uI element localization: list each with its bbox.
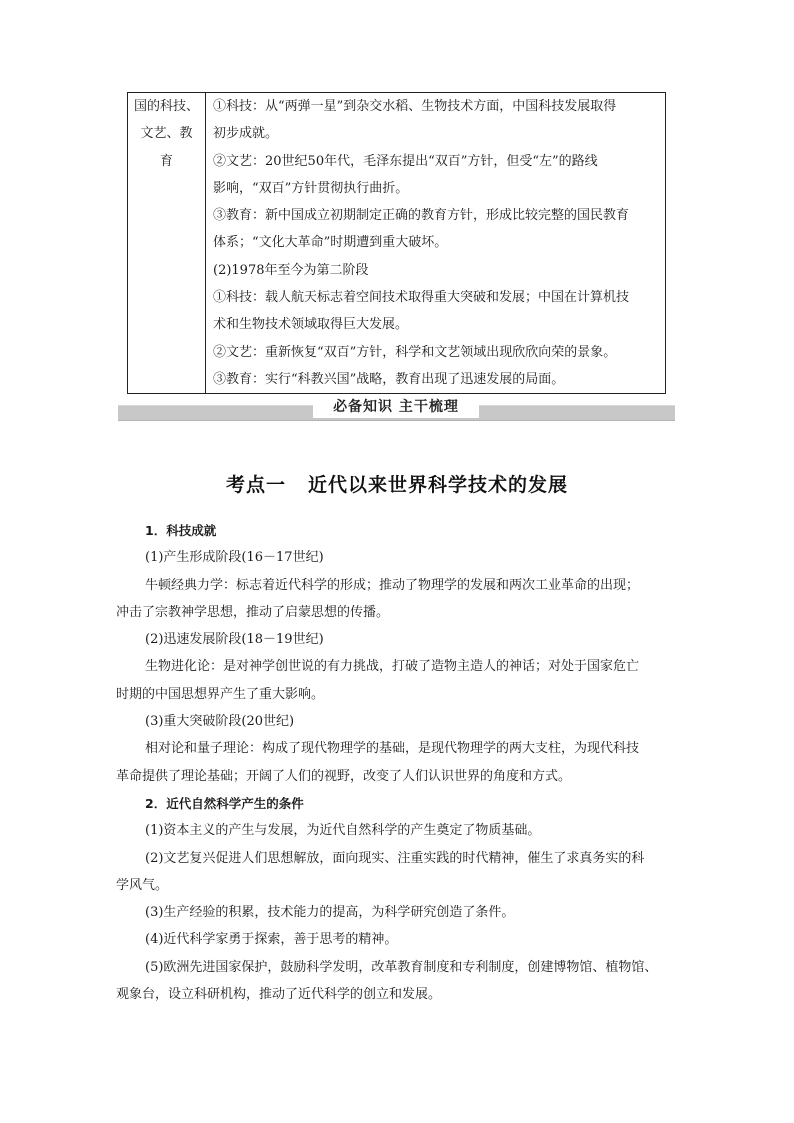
topic-line: 育 (159, 153, 173, 169)
topic-line: 国的科技、 (133, 99, 199, 114)
detail-cell (206, 93, 666, 394)
detail-line: ③教育：新中国成立初期制定正确的教育方针，形成比较完整的国民教育 (213, 208, 630, 224)
list-item: (2)文艺复兴促进人们思想解放，面向现实、注重实践的时代精神，催生了求真务实的科 (145, 850, 645, 866)
subheading: (1)产生形成阶段(16－17世纪) (145, 550, 324, 566)
paragraph-line: 生物进化论：是对神学创世说的有力挑战，打破了造物主造人的神话；对处于国家危亡 (145, 659, 640, 675)
paragraph-line: 时期的中国思想界产生了重大影响。 (116, 686, 325, 702)
list-item: (4)近代科学家勇于探索，善于思考的精神。 (145, 932, 398, 948)
section-title (0, 470, 794, 497)
section-title-text: 近代以来世界科学技术的发展 (308, 474, 569, 496)
topic-cell (128, 93, 206, 394)
detail-line: ②文艺：重新恢复“双百”方针，科学和文艺领域出现欣欣向荣的景象。 (213, 344, 617, 360)
list-item: (1)资本主义的产生与发展，为近代自然科学的产生奠定了物质基础。 (145, 823, 541, 839)
topic-line: 文艺、教 (140, 126, 193, 142)
detail-line: ②文艺：20世纪50年代，毛泽东提出“双百”方针，但受“左”的路线 (213, 153, 598, 169)
detail-line: (2)1978年至今为第二阶段 (213, 262, 369, 278)
list-item: (3)生产经验的积累，技术能力的提高，为科学研究创造了条件。 (145, 905, 515, 921)
section-banner-label: 必备知识 主干梳理 (313, 396, 479, 418)
paragraph-line: 革命提供了理论基础；开阔了人们的视野，改变了人们认识世界的角度和方式。 (116, 768, 572, 784)
section-title-number: 考点一 (225, 474, 286, 496)
detail-line: 影响，“双百”方针贯彻执行曲折。 (213, 180, 409, 196)
detail-line: 体系；“文化大革命”时期遭到重大破坏。 (213, 235, 448, 251)
paragraph-line: 观象台，设立科研机构，推动了近代科学的创立和发展。 (116, 987, 442, 1003)
detail-line: ③教育：实行“科教兴国”战略，教育出现了迅速发展的局面。 (213, 371, 565, 387)
detail-line: 初步成就。 (213, 126, 279, 142)
paragraph-line: 学风气。 (116, 877, 169, 893)
subheading: (3)重大突破阶段(20世纪) (145, 714, 295, 730)
paragraph-line: 牛顿经典力学：标志着近代科学的形成；推动了物理学的发展和两次工业革命的出现； (145, 577, 640, 593)
paragraph-line: 冲击了宗教神学思想，推动了启蒙思想的传播。 (116, 604, 390, 620)
summary-table (127, 92, 666, 394)
detail-line: ①科技：载人航天标志着空间技术取得重大突破和发展；中国在计算机技 (213, 290, 630, 306)
body-text (116, 517, 678, 1008)
list-item: (5)欧洲先进国家保护，鼓励科学发明，改革教育制度和专利制度，创建博物馆、植物馆、 (145, 959, 658, 975)
subheading: (2)迅速发展阶段(18－19世纪) (145, 632, 324, 648)
summary-table-grid (127, 92, 666, 394)
detail-line: ①科技：从“两弹一星”到杂交水稻、生物技术方面，中国科技发展取得 (213, 99, 617, 114)
detail-line: 术和生物技术领域取得巨大发展。 (213, 317, 409, 333)
paragraph-line: 相对论和量子理论：构成了现代物理学的基础，是现代物理学的两大支柱，为现代科技 (145, 741, 640, 757)
section-heading: 2．近代自然科学产生的条件 (145, 795, 304, 811)
table-row (128, 93, 666, 394)
section-heading: 1．科技成就 (145, 523, 217, 538)
